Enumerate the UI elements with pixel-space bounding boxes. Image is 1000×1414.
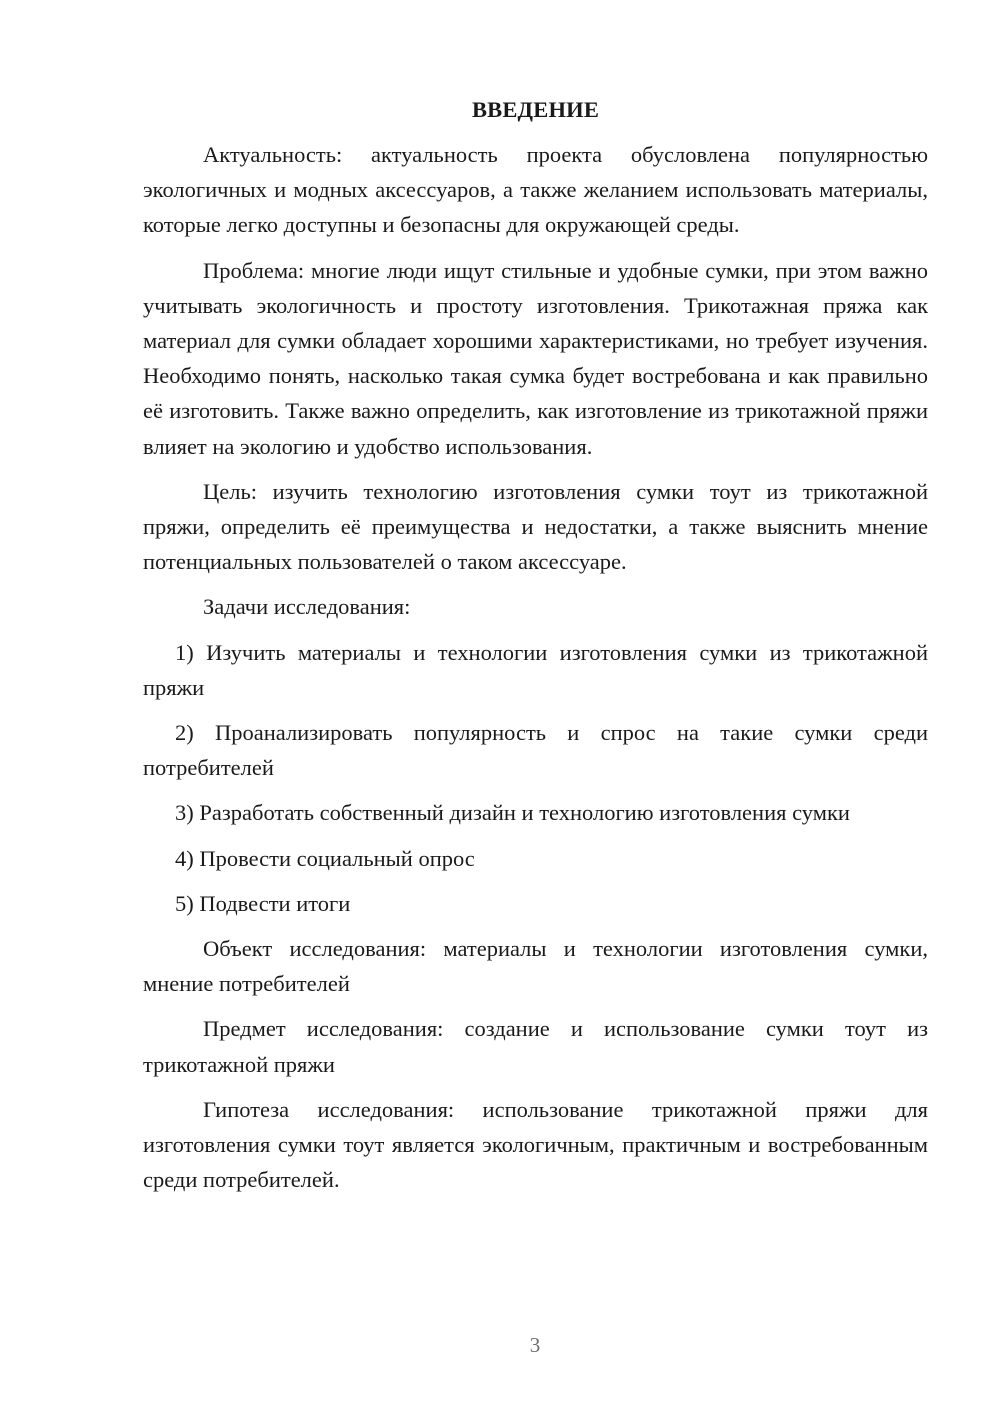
paragraph-goal: Цель: изучить технологию изготовления сумки тоут из трикотажной пряжи, определить её преимущества и недостатки, а также выяснить мнение потенциальных пользователей о таком аксессуаре.	[143, 478, 928, 575]
paragraph-object: Объект исследования: материалы и технологии изготовления сумки, мнение потребителей	[143, 936, 928, 997]
task-item: 5) Подвести итоги	[175, 890, 351, 916]
task-item: 2) Проанализировать популярность и спрос на такие сумки среди потребителей	[143, 720, 928, 781]
page-number: 3	[529, 1333, 541, 1357]
section-heading: ВВЕДЕНИЕ	[471, 97, 600, 122]
paragraph-problem: Проблема: многие люди ищут стильные и удобные сумки, при этом важно учитывать экологичность и простоту изготовления. Трикотажная пряжа как материал для сумки обладает хорошими характеристиками, но требует изучения. Необходимо понять, насколько такая сумка будет востребована и как правильно её изготовить. Также важно определить, как изготовление из трикотажной пряжи влияет на экологию и удобство использования.	[143, 257, 928, 459]
paragraph-subject: Предмет исследования: создание и использование сумки тоут из трикотажной пряжи	[143, 1016, 928, 1077]
task-item: 3) Разработать собственный дизайн и технологию изготовления сумки	[175, 800, 850, 826]
paragraph-relevance: Актуальность: актуальность проекта обусловлена популярностью экологичных и модных аксессуаров, а также желанием использовать материалы, которые легко доступны и безопасны для окружающей среды.	[143, 142, 928, 238]
page-body	[143, 92, 928, 1207]
task-item: 4) Провести социальный опрос	[175, 845, 475, 871]
task-item: 1) Изучить материалы и технологии изготовления сумки из трикотажной пряжи	[143, 639, 928, 700]
paragraph-hypothesis: Гипотеза исследования: использование трикотажной пряжи для изготовления сумки тоут является экологичным, практичным и востребованным среди потребителей.	[143, 1096, 928, 1193]
paragraph-tasks-heading: Задачи исследования:	[203, 594, 411, 620]
